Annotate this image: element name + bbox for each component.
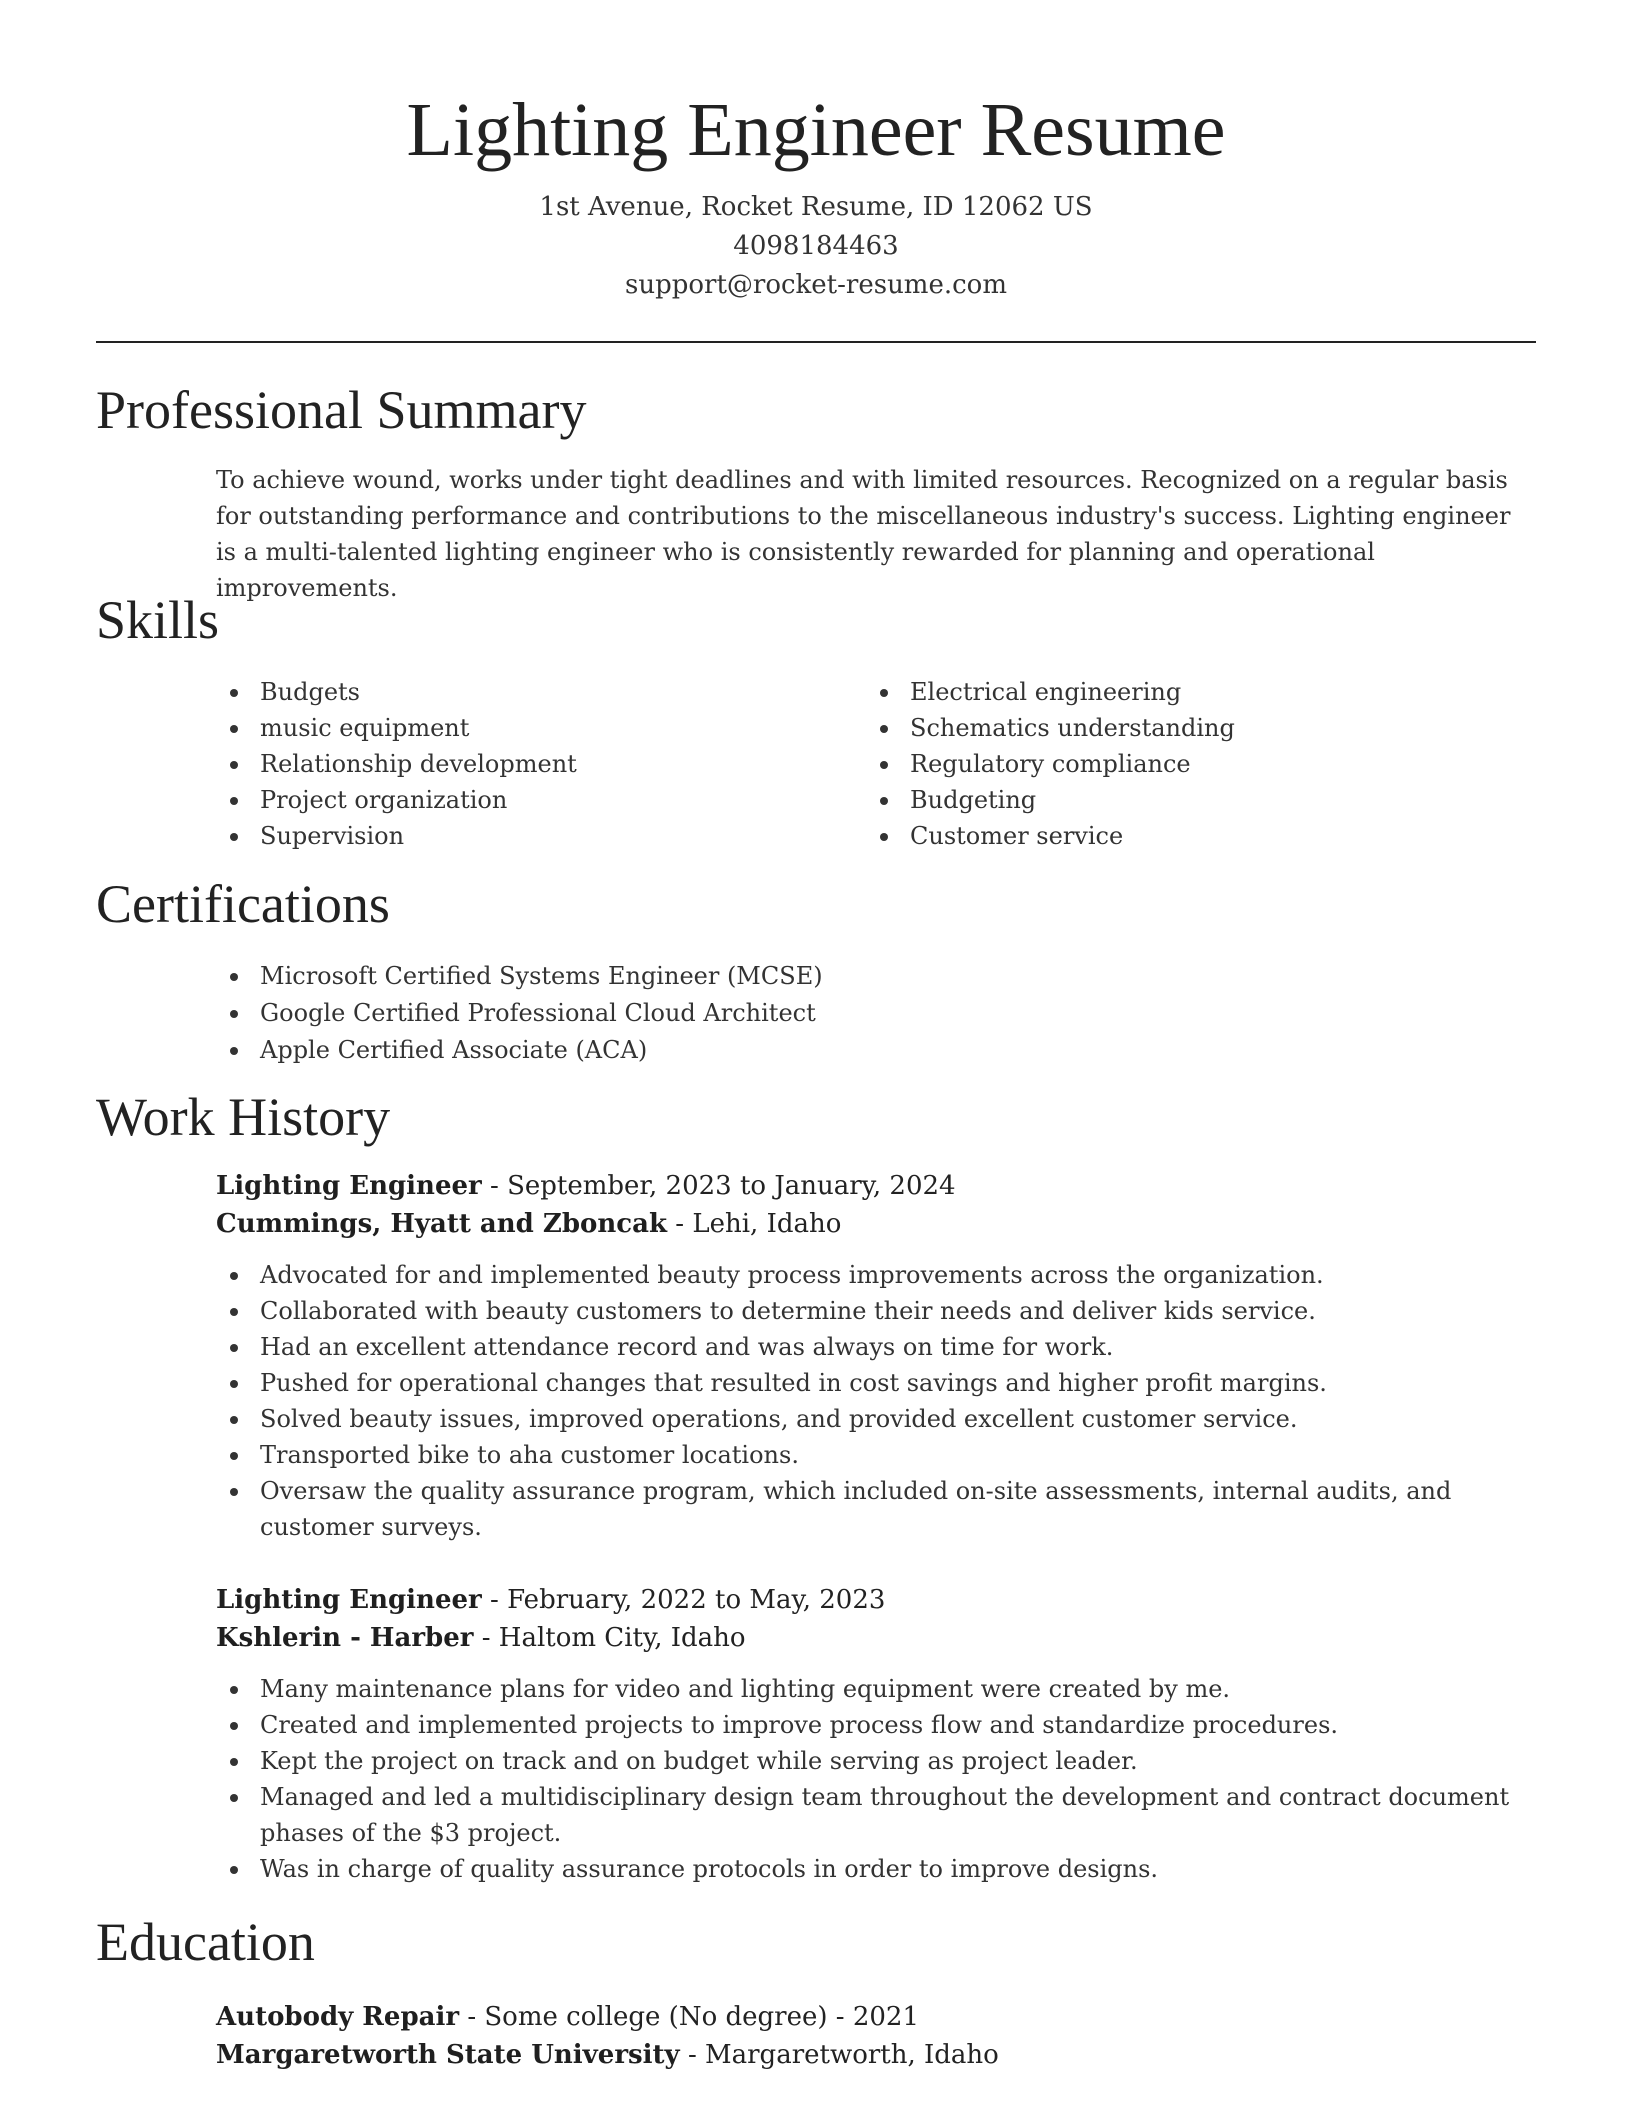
job-duty: Transported bike to aha customer locations. — [216, 1437, 1536, 1473]
skill-item: Project organization — [216, 782, 856, 818]
certifications-list — [216, 958, 1536, 1069]
section-heading-summary: Professional Summary — [96, 380, 587, 440]
resume-header — [0, 0, 1632, 305]
education-degree: Autobody Repair — [216, 2002, 460, 2032]
skill-item: Customer service — [866, 818, 1506, 854]
separator: - — [481, 1623, 499, 1653]
job-duty: Solved beauty issues, improved operations, and provided excellent customer service. — [216, 1401, 1536, 1437]
job-title-line — [216, 1167, 1536, 1205]
job-dates: February, 2022 to May, 2023 — [507, 1585, 886, 1615]
certification-item: Google Certified Professional Cloud Architect — [216, 995, 1536, 1032]
education-location: Margaretworth, Idaho — [705, 2040, 999, 2070]
job-duty: Created and implemented projects to improve process flow and standardize procedures. — [216, 1707, 1536, 1743]
section-heading-work-history: Work History — [96, 1087, 391, 1147]
job-title: Lighting Engineer — [216, 1171, 482, 1201]
job-duty: Had an excellent attendance record and was always on time for work. — [216, 1329, 1536, 1365]
education-degree-line — [216, 1998, 1536, 2036]
job-dates: September, 2023 to January, 2024 — [507, 1171, 956, 1201]
certification-item: Apple Certified Associate (ACA) — [216, 1032, 1536, 1069]
separator: - — [675, 1209, 693, 1239]
summary-text: To achieve wound, works under tight deadlines and with limited resources. Recognized on a regular basis for outstanding performance and contributions to the miscellaneous industry's success. Lighting engineer is a multi-talented lighting engineer who is consistently rewarded for planning and operational improvements. — [216, 466, 1511, 602]
contact-block — [0, 188, 1632, 305]
skill-item: Budgeting — [866, 782, 1506, 818]
certification-item: Microsoft Certified Systems Engineer (MCSE) — [216, 958, 1536, 995]
job-duty: Advocated for and implemented beauty process improvements across the organization. — [216, 1257, 1536, 1293]
header-divider — [96, 341, 1536, 343]
contact-address: 1st Avenue, Rocket Resume, ID 12062 US — [539, 192, 1093, 222]
separator: - — [490, 1171, 508, 1201]
skill-item: Supervision — [216, 818, 856, 854]
job-entry — [216, 1167, 1536, 1545]
skill-item: Schematics understanding — [866, 710, 1506, 746]
education-entry — [216, 1998, 1536, 2074]
job-company: Cummings, Hyatt and Zboncak — [216, 1209, 667, 1239]
separator: - — [467, 2002, 485, 2032]
job-company: Kshlerin - Harber — [216, 1623, 474, 1653]
skill-item: Relationship development — [216, 746, 856, 782]
job-location: Lehi, Idaho — [692, 1209, 842, 1239]
job-company-line — [216, 1205, 1536, 1243]
separator: - — [687, 2040, 705, 2070]
job-duty: Oversaw the quality assurance program, which included on-site assessments, internal audits, and customer surveys. — [216, 1473, 1536, 1545]
education-year: 2021 — [852, 2002, 920, 2032]
skill-item: Regulatory compliance — [866, 746, 1506, 782]
job-duties-list — [216, 1671, 1536, 1887]
section-heading-skills: Skills — [96, 590, 220, 650]
job-title-line — [216, 1581, 1536, 1619]
job-entry — [216, 1581, 1536, 1887]
skill-item: Electrical engineering — [866, 674, 1506, 710]
section-heading-certifications: Certifications — [96, 874, 390, 934]
separator: - — [835, 2002, 853, 2032]
job-duty: Many maintenance plans for video and lighting equipment were created by me. — [216, 1671, 1536, 1707]
separator: - — [490, 1585, 508, 1615]
education-school: Margaretworth State University — [216, 2040, 680, 2070]
skill-item: music equipment — [216, 710, 856, 746]
job-duties-list — [216, 1257, 1536, 1545]
job-duty: Managed and led a multidisciplinary design team throughout the development and contract document phases of the $3 project. — [216, 1779, 1536, 1851]
job-duty: Pushed for operational changes that resulted in cost savings and higher profit margins. — [216, 1365, 1536, 1401]
job-location: Haltom City, Idaho — [498, 1623, 746, 1653]
skills-list-left — [216, 674, 856, 854]
job-title: Lighting Engineer — [216, 1585, 482, 1615]
contact-phone: 4098184463 — [733, 231, 899, 261]
skill-item: Budgets — [216, 674, 856, 710]
job-duty: Kept the project on track and on budget while serving as project leader. — [216, 1743, 1536, 1779]
education-level: Some college (No degree) — [484, 2002, 828, 2032]
job-duty: Was in charge of quality assurance protocols in order to improve designs. — [216, 1851, 1536, 1887]
job-duty: Collaborated with beauty customers to determine their needs and deliver kids service. — [216, 1293, 1536, 1329]
contact-email: support@rocket-resume.com — [624, 270, 1007, 300]
page-title: Lighting Engineer Resume — [406, 88, 1226, 172]
education-school-line — [216, 2036, 1536, 2074]
skills-list-right — [866, 674, 1506, 854]
section-heading-education: Education — [96, 1912, 315, 1972]
job-company-line — [216, 1619, 1536, 1657]
